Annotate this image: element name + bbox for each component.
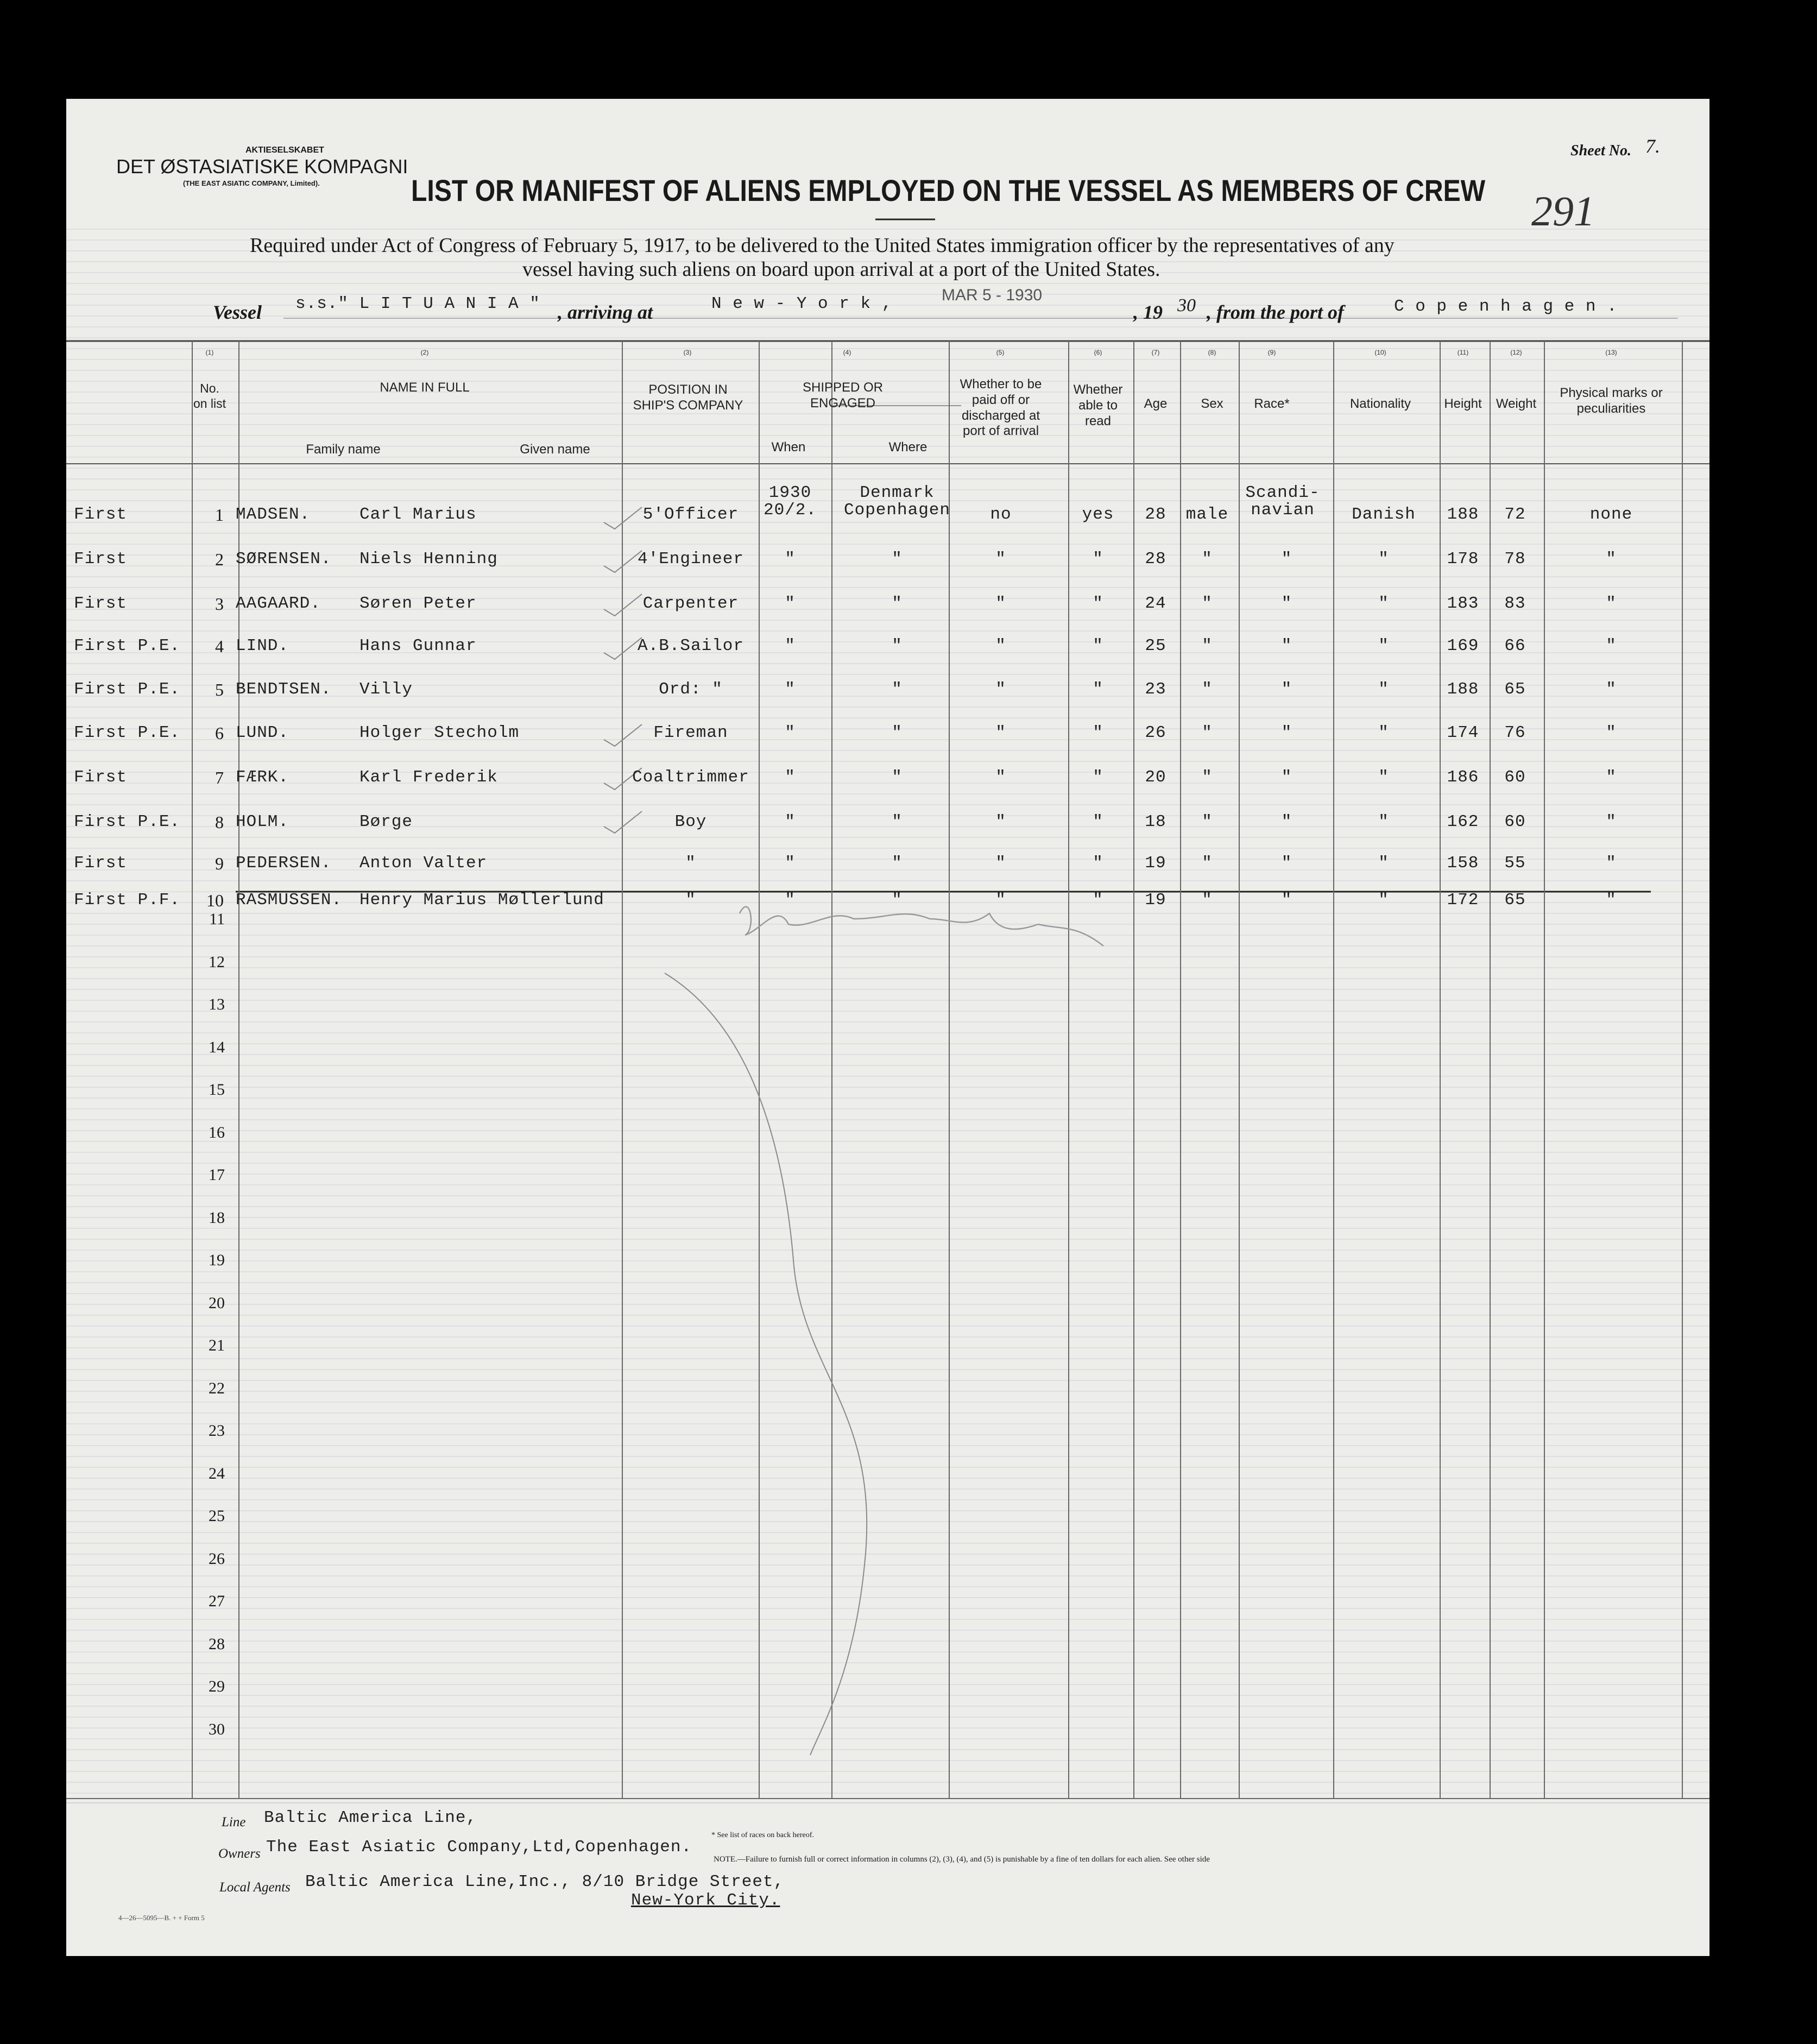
able-to-read: yes <box>1082 505 1114 524</box>
crew-class: First P.F. <box>74 891 181 910</box>
column-number: (12) <box>1510 349 1522 356</box>
list-number: 3 <box>215 594 224 614</box>
age: 19 <box>1145 854 1166 873</box>
column-number: (10) <box>1374 349 1386 356</box>
weight: 65 <box>1504 891 1526 910</box>
empty-row-number: 26 <box>209 1549 225 1568</box>
given-name: Karl Frederik <box>359 768 498 787</box>
shipped-where: " <box>892 812 903 831</box>
header-height: Height <box>1444 396 1482 411</box>
physical-marks: " <box>1606 550 1617 569</box>
company-line-3: (THE EAST ASIATIC COMPANY, Limited). <box>183 179 320 187</box>
race: " <box>1281 891 1292 910</box>
age: 24 <box>1145 594 1166 613</box>
footer-legal-note: NOTE.—Failure to furnish full or correct information in columns (2), (3), (4), and (5) is punishable by a fine of ten dollars for each alien. See other side <box>714 1855 1210 1864</box>
race: " <box>1281 594 1292 613</box>
crew-class: First P.E. <box>74 636 181 655</box>
handwritten-signature <box>740 907 1103 946</box>
footer-line-value: Baltic America Line, <box>264 1808 477 1827</box>
column-number: (7) <box>1151 349 1160 356</box>
paid-off: " <box>995 723 1006 742</box>
race: " <box>1281 680 1292 699</box>
weight: 66 <box>1504 636 1526 655</box>
empty-row-number: 15 <box>209 1081 225 1099</box>
age: 26 <box>1145 723 1166 742</box>
header-age: Age <box>1144 396 1168 411</box>
sex: " <box>1202 854 1213 873</box>
height: 158 <box>1447 854 1479 873</box>
list-number: 2 <box>215 550 224 569</box>
height: 183 <box>1447 594 1479 613</box>
sex: " <box>1202 550 1213 569</box>
crew-class: First <box>74 594 128 613</box>
footer-line-label: Line <box>222 1815 246 1829</box>
footer-agents-label: Local Agents <box>219 1880 291 1895</box>
header-where: Where <box>888 440 928 455</box>
shipped-when: " <box>785 594 796 613</box>
shipped-where: " <box>892 594 903 613</box>
footer-owners-value: The East Asiatic Company,Ltd,Copenhagen. <box>266 1838 692 1857</box>
arrival-port: N e w - Y o r k , <box>711 294 893 313</box>
able-to-read: " <box>1093 680 1103 699</box>
paid-off: " <box>995 594 1006 613</box>
empty-row-number: 27 <box>209 1592 225 1610</box>
header-weight: Weight <box>1496 396 1537 411</box>
header-position: POSITION IN SHIP'S COMPANY <box>633 382 743 413</box>
able-to-read: " <box>1093 768 1103 787</box>
list-number: 7 <box>215 768 224 787</box>
physical-marks: " <box>1606 768 1617 787</box>
column-number: (6) <box>1094 349 1102 356</box>
shipped-where: " <box>892 891 903 910</box>
list-number: 6 <box>215 723 224 743</box>
column-number: (4) <box>843 349 851 356</box>
subtitle-line-2: vessel having such aliens on board upon arrival at a port of the United States. <box>522 258 1160 281</box>
able-to-read: " <box>1093 636 1103 655</box>
list-number: 8 <box>215 812 224 832</box>
position: " <box>685 891 696 910</box>
paid-off: " <box>995 636 1006 655</box>
nationality: " <box>1378 812 1389 831</box>
vessel-label: Vessel <box>213 301 262 323</box>
height: 172 <box>1447 891 1479 910</box>
column-number: (13) <box>1605 349 1617 356</box>
family-name: LUND. <box>236 723 289 742</box>
header-race: Race* <box>1254 396 1290 411</box>
empty-row-number: 29 <box>209 1677 225 1695</box>
given-name: Holger Stecholm <box>359 723 520 742</box>
family-name: HOLM. <box>236 812 289 831</box>
age: 28 <box>1145 505 1166 524</box>
shipped-when: " <box>785 854 796 873</box>
empty-row-number: 13 <box>209 995 225 1013</box>
physical-marks: " <box>1606 636 1617 655</box>
form-code: 4—26—5095—B. + + Form 5 <box>118 1914 205 1922</box>
list-number: 10 <box>206 891 224 910</box>
physical-marks: none <box>1589 505 1633 524</box>
position: 4'Engineer <box>637 550 745 569</box>
list-number: 4 <box>215 636 224 656</box>
shipped-where: " <box>892 680 903 699</box>
able-to-read: " <box>1093 594 1103 613</box>
subtitle-line-1: Required under Act of Congress of February 5, 1917, to be delivered to the United States immigration officer by the representatives of any <box>250 234 1395 257</box>
height: 162 <box>1447 812 1479 831</box>
nationality: " <box>1378 680 1389 699</box>
family-name: LIND. <box>236 636 289 655</box>
able-to-read: " <box>1093 812 1103 831</box>
sex: " <box>1202 812 1213 831</box>
height: 169 <box>1447 636 1479 655</box>
header-shipped-engaged: SHIPPED OR ENGAGED <box>802 380 884 411</box>
height: 188 <box>1447 680 1479 699</box>
ruled-lines <box>66 99 1709 1956</box>
header-family-name: Family name <box>306 442 381 457</box>
given-name: Carl Marius <box>359 505 477 524</box>
physical-marks: " <box>1606 812 1617 831</box>
position: " <box>685 854 696 873</box>
sex: " <box>1202 636 1213 655</box>
weight: 55 <box>1504 854 1526 873</box>
departure-port: C o p e n h a g e n . <box>1394 297 1618 316</box>
empty-row-number: 25 <box>209 1507 225 1525</box>
empty-row-number: 14 <box>209 1038 225 1056</box>
empty-row-number: 17 <box>209 1166 225 1184</box>
empty-row-number: 23 <box>209 1422 225 1440</box>
header-nationality: Nationality <box>1349 396 1411 411</box>
given-name: Henry Marius Møllerlund <box>359 891 604 910</box>
paid-off: " <box>995 854 1006 873</box>
family-name: FÆRK. <box>236 768 289 787</box>
weight: 78 <box>1504 550 1526 569</box>
age: 20 <box>1145 768 1166 787</box>
shipped-where: " <box>892 768 903 787</box>
date-stamp: MAR 5 - 1930 <box>942 286 1043 304</box>
empty-row-number: 22 <box>209 1379 225 1397</box>
list-number: 9 <box>215 854 224 873</box>
age: 25 <box>1145 636 1166 655</box>
weight: 83 <box>1504 594 1526 613</box>
shipped-when: " <box>785 680 796 699</box>
header-able-to-read: Whether able to read <box>1073 382 1123 428</box>
family-name: RASMUSSEN. <box>236 891 343 910</box>
nationality: " <box>1378 891 1389 910</box>
physical-marks: " <box>1606 723 1617 742</box>
column-number: (9) <box>1267 349 1276 356</box>
column-number: (8) <box>1208 349 1216 356</box>
empty-row-number: 30 <box>209 1720 225 1738</box>
crew-class: First P.E. <box>74 812 181 831</box>
sex: " <box>1202 723 1213 742</box>
physical-marks: " <box>1606 594 1617 613</box>
header-no-on-list: No. on list <box>193 381 226 411</box>
company-name: DET ØSTASIATISKE KOMPAGNI <box>116 155 408 178</box>
sex: male <box>1185 505 1229 524</box>
nationality: " <box>1378 854 1389 873</box>
shipped-where: " <box>892 723 903 742</box>
given-name: Villy <box>359 680 413 699</box>
footer-agents-city: New-York City. <box>631 1891 780 1910</box>
position: Fireman <box>653 723 728 742</box>
age: 23 <box>1145 680 1166 699</box>
height: 188 <box>1447 505 1479 524</box>
race: " <box>1281 854 1292 873</box>
race: " <box>1281 636 1292 655</box>
header-given-name: Given name <box>520 442 590 457</box>
crew-class: First <box>74 854 128 873</box>
nationality: " <box>1378 550 1389 569</box>
crew-class: First <box>74 505 128 524</box>
column-number: (3) <box>683 349 692 356</box>
physical-marks: " <box>1606 891 1617 910</box>
sheet-number-value: 7. <box>1645 135 1660 157</box>
nationality: " <box>1378 723 1389 742</box>
header-name-in-full: NAME IN FULL <box>380 380 470 395</box>
shipped-when: " <box>785 891 796 910</box>
shipped-where: " <box>892 636 903 655</box>
empty-row-number: 12 <box>209 952 225 971</box>
family-name: SØRENSEN. <box>236 550 332 569</box>
height: 178 <box>1447 550 1479 569</box>
manifest-sheet <box>66 99 1709 1956</box>
header-sex: Sex <box>1201 396 1223 411</box>
race: " <box>1281 550 1292 569</box>
year-prefix: , 19 <box>1133 301 1163 323</box>
position: Boy <box>674 812 707 831</box>
physical-marks: " <box>1606 680 1617 699</box>
empty-row-number: 21 <box>209 1336 225 1354</box>
weight: 60 <box>1504 768 1526 787</box>
sheet-number-label: Sheet No. <box>1570 142 1631 159</box>
empty-row-number: 24 <box>209 1464 225 1482</box>
given-name: Hans Gunnar <box>359 636 477 655</box>
able-to-read: " <box>1093 723 1103 742</box>
family-name: AAGAARD. <box>236 594 321 613</box>
shipped-when: " <box>785 768 796 787</box>
empty-row-number: 16 <box>209 1123 225 1141</box>
sex: " <box>1202 680 1213 699</box>
column-number: (5) <box>996 349 1005 356</box>
position: Carpenter <box>642 594 739 613</box>
nationality: Danish <box>1352 505 1416 524</box>
nationality: " <box>1378 768 1389 787</box>
empty-row-number: 18 <box>209 1208 225 1227</box>
physical-marks: " <box>1606 854 1617 873</box>
given-name: Anton Valter <box>359 854 488 873</box>
column-number: (11) <box>1457 349 1469 356</box>
shipped-when: " <box>785 550 796 569</box>
weight: 76 <box>1504 723 1526 742</box>
height: 174 <box>1447 723 1479 742</box>
crew-class: First P.E. <box>74 680 181 699</box>
nationality: " <box>1378 636 1389 655</box>
age: 28 <box>1145 550 1166 569</box>
footer-owners-label: Owners <box>218 1846 261 1861</box>
race: " <box>1281 723 1292 742</box>
family-name: MADSEN. <box>236 505 311 524</box>
age: 19 <box>1145 891 1166 910</box>
family-name: BENDTSEN. <box>236 680 332 699</box>
crew-class: First P.E. <box>74 723 181 742</box>
handwritten-stroke <box>665 973 867 1755</box>
age: 18 <box>1145 812 1166 831</box>
empty-row-number: 20 <box>209 1294 225 1312</box>
paid-off: " <box>995 680 1006 699</box>
paid-off: no <box>990 505 1012 524</box>
height: 186 <box>1447 768 1479 787</box>
list-number: 5 <box>215 680 224 699</box>
paid-off: " <box>995 550 1006 569</box>
given-name: Niels Henning <box>359 550 498 569</box>
weight: 65 <box>1504 680 1526 699</box>
race: Scandi- navian <box>1245 483 1320 520</box>
from-port-label: , from the port of <box>1207 301 1345 323</box>
race: " <box>1281 812 1292 831</box>
column-number: (2) <box>420 349 429 356</box>
header-paid-off: Whether to be paid off or discharged at port of arrival <box>960 377 1042 439</box>
crew-class: First <box>74 768 128 787</box>
shipped-when: " <box>785 636 796 655</box>
weight: 60 <box>1504 812 1526 831</box>
shipped-when: " <box>785 723 796 742</box>
footer-agents-value: Baltic America Line,Inc., 8/10 Bridge Street, <box>305 1872 785 1891</box>
header-physical-marks: Physical marks or peculiarities <box>1560 386 1663 416</box>
company-line-1: AKTIESELSKABET <box>245 146 324 155</box>
sex: " <box>1202 594 1213 613</box>
list-number: 1 <box>215 505 224 525</box>
able-to-read: " <box>1093 550 1103 569</box>
shipped-when: 1930 20/2. <box>763 483 817 520</box>
arriving-label: , arriving at <box>558 301 653 323</box>
shipped-where: " <box>892 550 903 569</box>
crew-class: First <box>74 550 128 569</box>
paid-off: " <box>995 768 1006 787</box>
year-value: 30 <box>1177 295 1196 316</box>
header-when: When <box>771 440 806 455</box>
able-to-read: " <box>1093 891 1103 910</box>
family-name: PEDERSEN. <box>236 854 332 873</box>
sex: " <box>1202 891 1213 910</box>
paid-off: " <box>995 891 1006 910</box>
paid-off: " <box>995 812 1006 831</box>
empty-row-number: 11 <box>209 910 225 928</box>
given-name: Søren Peter <box>359 594 477 613</box>
footer-race-note: * See list of races on back hereof. <box>711 1831 814 1839</box>
race: " <box>1281 768 1292 787</box>
nationality: " <box>1378 594 1389 613</box>
column-number: (1) <box>205 349 214 356</box>
vessel-name: s.s." L I T U A N I A " <box>295 294 540 313</box>
empty-row-number: 28 <box>209 1635 225 1653</box>
able-to-read: " <box>1093 854 1103 873</box>
given-name: Børge <box>359 812 413 831</box>
position: 5'Officer <box>642 505 739 524</box>
page-title: LIST OR MANIFEST OF ALIENS EMPLOYED ON THE VESSEL AS MEMBERS OF CREW <box>411 173 1486 207</box>
weight: 72 <box>1504 505 1526 524</box>
sex: " <box>1202 768 1213 787</box>
handwritten-number: 291 <box>1531 187 1595 235</box>
position: Coaltrimmer <box>632 768 749 787</box>
position: Ord: " <box>659 680 723 699</box>
shipped-when: " <box>785 812 796 831</box>
position: A.B.Sailor <box>637 636 745 655</box>
empty-row-number: 19 <box>209 1251 225 1269</box>
shipped-where: Denmark Copenhagen <box>843 483 951 520</box>
shipped-where: " <box>892 854 903 873</box>
